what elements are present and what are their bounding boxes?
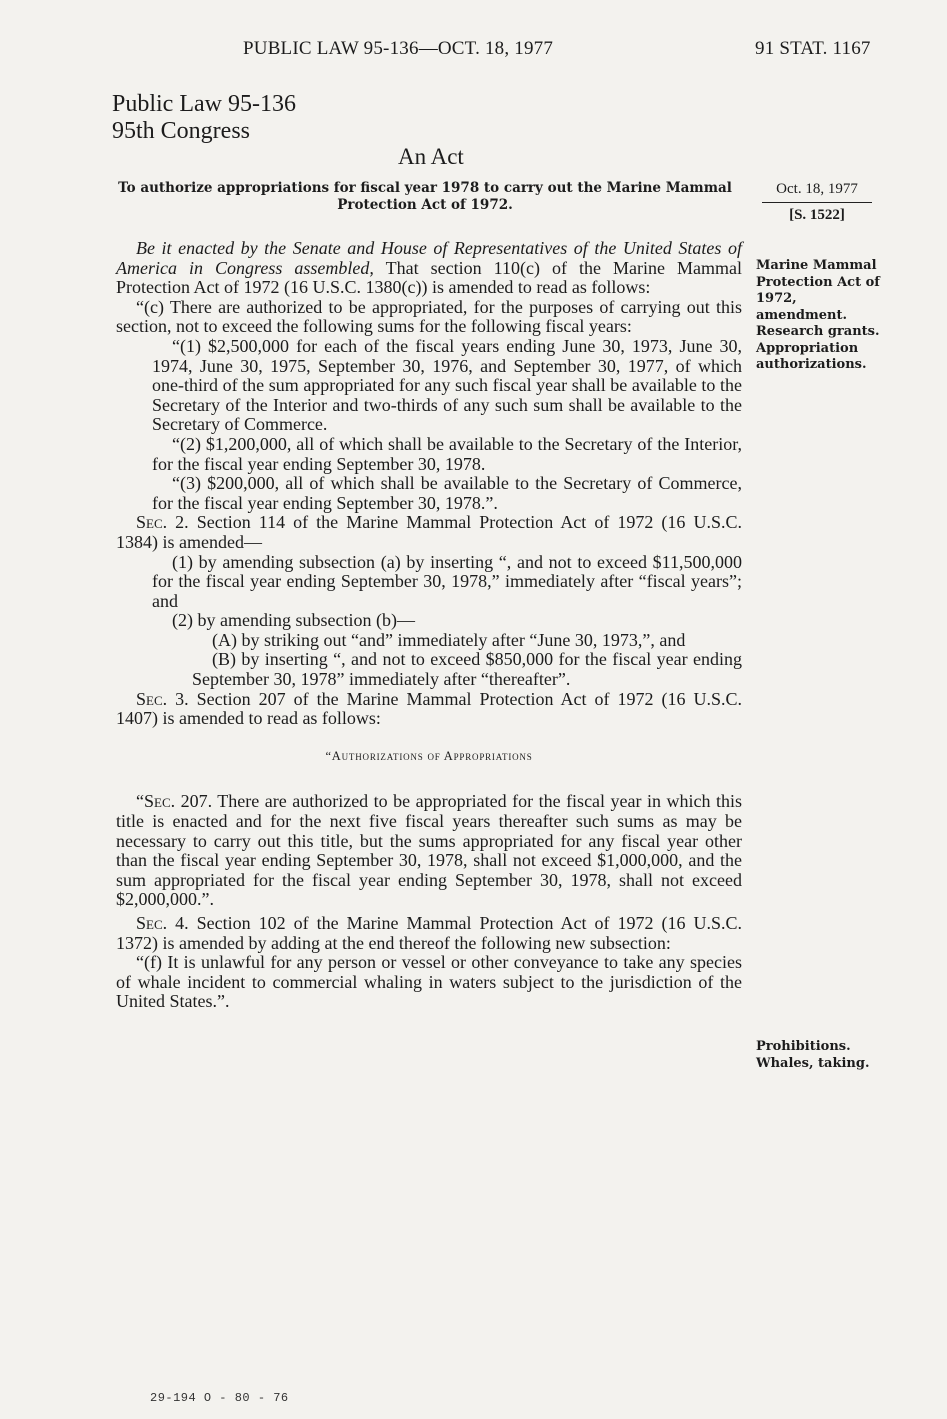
enacting-formula: Be it enacted by the Senate and House of Representatives of the United States of America in Congress assembled, bbox=[116, 238, 742, 278]
enactment-date: Oct. 18, 1977 bbox=[762, 177, 872, 203]
congress-label: 95th Congress bbox=[112, 118, 250, 144]
act-body bbox=[116, 239, 742, 1012]
enacting-clause bbox=[116, 239, 742, 298]
section-2-item-1: (1) by amending subsection (a) by inserting “, and not to exceed $11,500,000 for the fiscal year ending September 30, 1978,” immediately after “fiscal years”; and bbox=[152, 551, 742, 611]
margin-note-amendment bbox=[756, 258, 886, 374]
margin-note-line: 1972, bbox=[756, 291, 797, 306]
section-label: Sec. bbox=[136, 688, 168, 709]
enacting-text: That section 110(c) of the Marine Mammal Protection Act of 1972 (16 U.S.C. 1380(c)) is amended to read as follows: bbox=[116, 257, 743, 298]
margin-note-line: Whales, taking. bbox=[756, 1055, 870, 1071]
section-2-text: 2. Section 114 of the Marine Mammal Protection Act of 1972 (16 U.S.C. 1384) is amended— bbox=[116, 512, 742, 552]
section-2-item-2: (2) by amending subsection (b)— bbox=[172, 610, 415, 631]
margin-note-line: Protection Act of bbox=[756, 274, 880, 290]
section-207-text: 207. There are authorized to be appropriated for the fiscal year in which this title is enacted and for the next five fiscal years thereafter such sums as may be necessary to carry out this title, but the sums appropriated for any fiscal year other than the fiscal year ending September 30, 1978, shall not exceed $1,000,000, and the sum appropriated for the fiscal year ending September 30, 1978, shall not exceed $2,000,000.”. bbox=[116, 791, 742, 910]
act-heading: An Act bbox=[398, 144, 464, 169]
section-label: “Sec. bbox=[136, 791, 176, 812]
subsection-c: “(c) There are authorized to be appropriated, for the purposes of carrying out this section, not to exceed the following sums for the following fiscal years: bbox=[116, 296, 742, 337]
running-header-title: PUBLIC LAW 95-136—OCT. 18, 1977 bbox=[243, 38, 554, 59]
margin-note-line: Research grants. bbox=[756, 324, 880, 339]
paragraph-c2: “(2) $1,200,000, all of which shall be available to the Secretary of the Interior, for the fiscal year ending September 30, 1978. bbox=[152, 433, 742, 474]
section-207 bbox=[116, 792, 742, 910]
bill-number: [S. 1522] bbox=[789, 207, 845, 223]
section-label: Sec. bbox=[136, 913, 168, 933]
public-law-number: Public Law 95-136 bbox=[112, 91, 296, 117]
margin-note-line: Prohibitions. bbox=[756, 1039, 851, 1054]
section-4-text: 4. Section 102 of the Marine Mammal Protection Act of 1972 (16 U.S.C. 1372) is amended by adding at the end thereof the following new subsection: bbox=[116, 913, 742, 953]
margin-date-block bbox=[762, 177, 872, 227]
paragraph-c1: “(1) $2,500,000 for each of the fiscal years ending June 30, 1973, June 30, 1974, June 30, 1975, September 30, 1976, and September 30, 1977, of which one-third of the sum appropriated for any such fiscal year shall be available to the Secretary of the Interior and two-thirds of any such sum shall be available to the Secretary of Commerce. bbox=[152, 335, 742, 435]
section-2-item-2b: (B) by inserting “, and not to exceed $850,000 for the fiscal year ending September 30, 1978” immediately after “thereafter”. bbox=[192, 649, 742, 690]
margin-note-prohibitions bbox=[756, 1039, 886, 1072]
section-4 bbox=[116, 914, 742, 953]
section-heading: “Authorizations of Appropriations bbox=[325, 748, 533, 763]
act-purpose: To authorize appropriations for fiscal year 1978 to carry out the Marine Mammal Protection Act of 1972. bbox=[118, 180, 732, 213]
section-label: Sec. bbox=[136, 512, 168, 533]
section-3 bbox=[116, 690, 742, 729]
section-2-item-2a: (A) by striking out “and” immediately after “June 30, 1973,”, and bbox=[212, 629, 686, 650]
statute-reference: 91 STAT. 1167 bbox=[755, 38, 871, 59]
margin-note-line: Appropriation bbox=[756, 340, 859, 356]
paragraph-c3: “(3) $200,000, all of which shall be available to the Secretary of Commerce, for the fiscal year ending September 30, 1978.”. bbox=[152, 473, 742, 513]
section-2 bbox=[116, 513, 742, 552]
printing-code: 29-194 O - 80 - 76 bbox=[150, 1391, 289, 1405]
margin-note-line: amendment. bbox=[756, 307, 847, 323]
margin-note-line: authorizations. bbox=[756, 357, 867, 372]
margin-note-line: Marine Mammal bbox=[756, 258, 877, 273]
subsection-f: “(f) It is unlawful for any person or vessel or other conveyance to take any species of whale incident to commercial whaling in waters subject to the jurisdiction of the United States.”. bbox=[116, 952, 742, 1012]
section-3-text: 3. Section 207 of the Marine Mammal Protection Act of 1972 (16 U.S.C. 1407) is amended to read as follows: bbox=[116, 688, 742, 729]
